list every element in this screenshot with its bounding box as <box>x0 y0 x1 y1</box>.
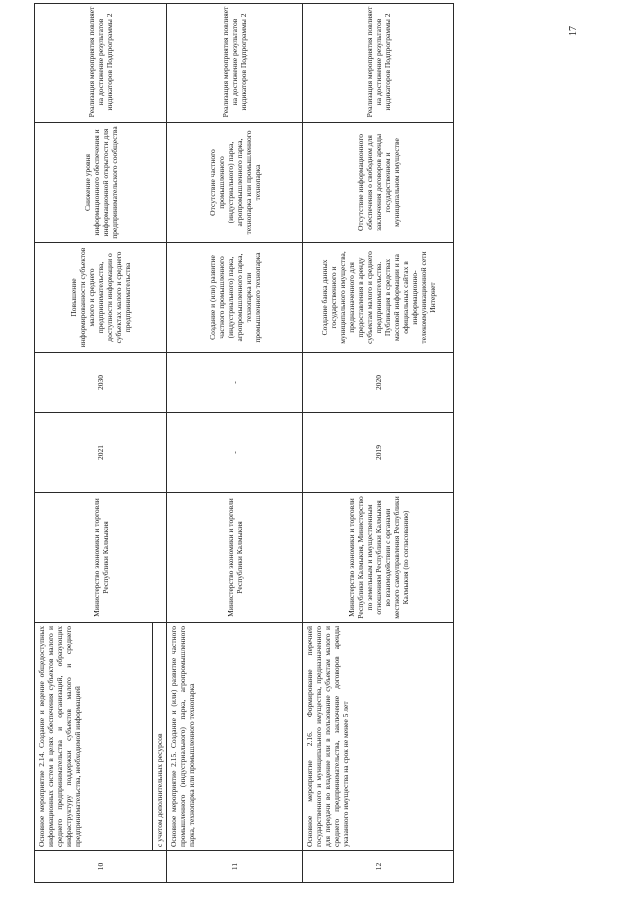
end-year: 2020 <box>303 352 453 412</box>
page-number: 17 <box>568 26 579 36</box>
consequence: Отсутствие частного промышленного (индустриального) парка, агропромышленного парка, технопарка или промышленного технопарка <box>167 122 302 242</box>
end-year: 2030 <box>35 352 166 412</box>
executor: Министерство экономики и торговли Республики Калмыкия <box>167 492 302 622</box>
expected-result: Создание и (или) развитие частного промышленного (индустриального) парка, агропромышленного парка, технопарка или промышленного технопарка <box>167 242 302 352</box>
measure-name: Основное мероприятие 2.16. Формирование перечней государственного и муниципального имущества, предназначенного для передачи во владение или в пользование субъектам малого и среднего предпринимательства, заключение договоров аренды указанного имущества на срок не менее 5 лет <box>303 622 453 850</box>
measure-name-cell <box>35 622 166 850</box>
table-row <box>303 4 453 882</box>
measures-table <box>34 3 454 883</box>
indicator-link: Реализация мероприятия повлияет на достижение результатов индикаторов Подпрограммы 2 <box>221 6 248 118</box>
row-number: 11 <box>167 850 302 882</box>
indicator-link: Реализация мероприятия повлияет на достижение результатов индикаторов Подпрограммы 2 <box>87 6 114 118</box>
executor: Министерство экономики и торговли Республики Калмыкия <box>35 492 166 622</box>
table-row <box>35 4 167 882</box>
row-number: 10 <box>35 850 166 882</box>
measure-name: Основное мероприятие 2.14. Создание и ведение общедоступных информационных систем в целях обеспечения субъектов малого и среднего предпринимательства и организаций, образующих инфраструктуру поддержки субъектов малого и среднего предпринимательства, необходимой информацией <box>37 626 82 847</box>
indicator-link: Реализация мероприятия повлияет на достижение результатов индикаторов Подпрограммы 2 <box>364 6 392 118</box>
measure-name: Основное мероприятие 2.15. Создание и (или) развитие частного промышленного (индустриального) парка, агропромышленного парка, технопарка или промышленного технопарка <box>167 622 302 850</box>
consequence: Отсутствие информационного обеспечения о свободном для заключения договоров аренды государственном и муниципальном имуществе <box>303 122 453 242</box>
measure-name-extra: с учетом дополнительных ресурсов <box>152 623 166 850</box>
start-year: - <box>167 412 302 492</box>
table-row <box>167 4 303 882</box>
consequence: Снижение уровня информационного обеспечения и информационной открытости для предпринимательского сообщества <box>35 122 166 242</box>
expected-result: Создание банка данных государственного и муниципального имущества, предназначенного для предоставления в аренду субъектам малого и среднего предпринимательства. Публикация в средствах массовой информации и на официальных сайтах в информационно-телекоммуникационной сети Интернет <box>303 242 453 352</box>
start-year: 2019 <box>303 412 453 492</box>
expected-result: Повышение информированности субъектов малого и среднего предпринимательства, доступности информации о субъектах малого и среднего предпринимательства <box>35 242 166 352</box>
start-year: 2021 <box>35 412 166 492</box>
end-year: - <box>167 352 302 412</box>
row-number: 12 <box>303 850 453 882</box>
executor: Министерство экономики и торговли Республики Калмыкия, Министерство по земельным и имущественным отношениям Республики Калмыкия во взаимодействии с органами местного самоуправления Республики Калмыкия (по согласованию) <box>303 492 453 622</box>
